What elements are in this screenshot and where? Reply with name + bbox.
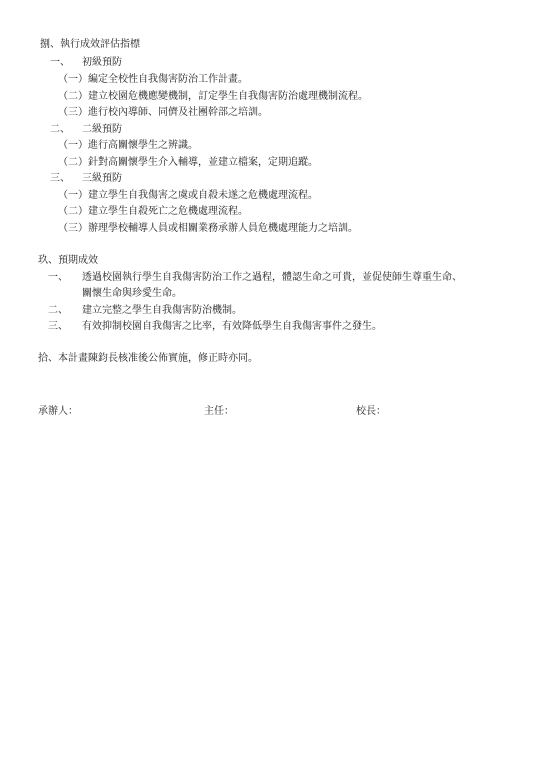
outcome-text: 透過校園執行學生自我傷害防治工作之過程，體認生命之可貴，並促使師生尊重生命、 (82, 272, 462, 283)
outcome-text: 建立完整之學生自我傷害防治機制。 (82, 305, 242, 316)
director-signature-label: 主任： (204, 406, 234, 417)
list-item: （一）編定全校性自我傷害防治工作計畫。 (58, 74, 248, 85)
outcome-number: 三、 (48, 321, 68, 332)
outcome-text-continued: 關懷生命與珍愛生命。 (82, 288, 182, 299)
principal-signature-label: 校長： (356, 406, 386, 417)
list-item: （二）建立校園危機應變機制，訂定學生自我傷害防治處理機制流程。 (58, 91, 368, 102)
level-1-number: 一、 (50, 57, 70, 68)
outcome-number: 二、 (48, 305, 68, 316)
list-item: （一）進行高關懷學生之辨識。 (58, 140, 198, 151)
section-10-text: 拾、本計畫陳鈞長核准後公佈實施，修正時亦同。 (38, 353, 258, 364)
section-9-heading: 玖、預期成效 (38, 255, 98, 266)
section-8-heading: 捌、執行成效評估指標 (40, 39, 140, 50)
list-item: （三）辦理學校輔導人員或相關業務承辦人員危機處理能力之培訓。 (58, 223, 358, 234)
level-3-number: 三、 (50, 173, 70, 184)
outcome-number: 一、 (48, 272, 68, 283)
list-item: （二）針對高關懷學生介入輔導，並建立檔案，定期追蹤。 (58, 157, 318, 168)
level-3-title: 三級預防 (82, 173, 122, 184)
level-2-number: 二、 (50, 124, 70, 135)
outcome-text: 有效抑制校園自我傷害之比率，有效降低學生自我傷害事件之發生。 (82, 321, 382, 332)
level-1-title: 初級預防 (82, 57, 122, 68)
list-item: （二）建立學生自殺死亡之危機處理流程。 (58, 206, 248, 217)
list-item: （三）進行校內導師、同儕及社團幹部之培訓。 (58, 107, 268, 118)
handler-signature-label: 承辦人： (38, 406, 78, 417)
level-2-title: 二級預防 (82, 124, 122, 135)
list-item: （一）建立學生自我傷害之虞或自殺未遂之危機處理流程。 (58, 190, 318, 201)
